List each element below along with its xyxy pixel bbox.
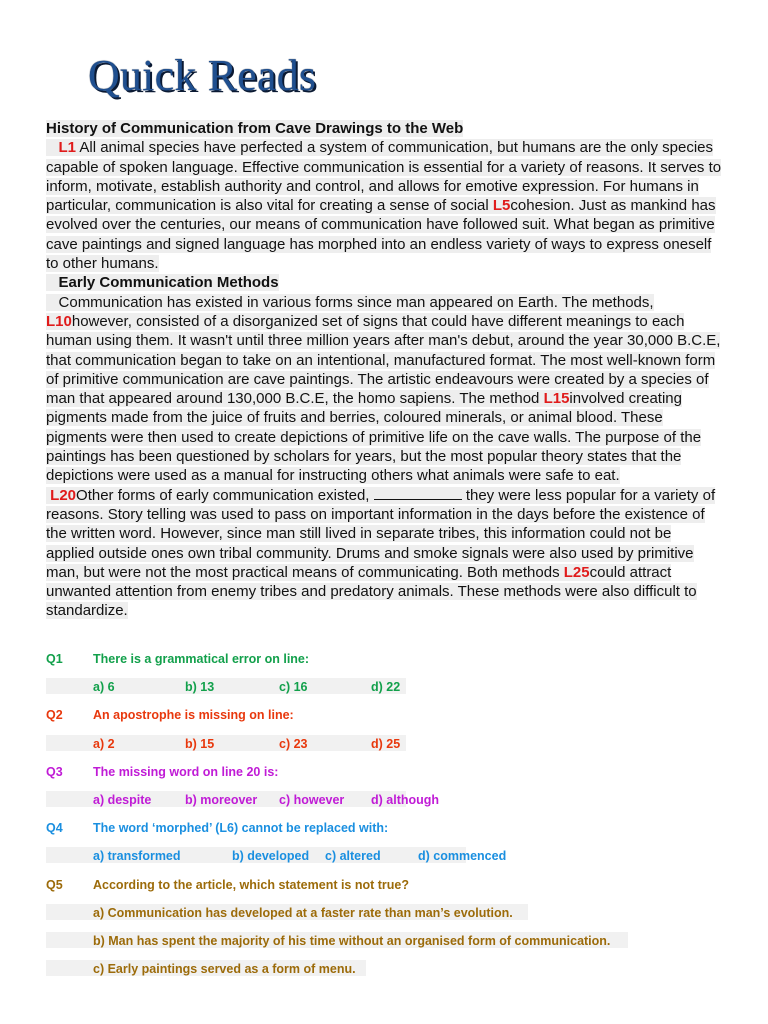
paragraph-text: they were less popular for a variety of reasons. Story telling was used to pass on important information in the days before the existence of the written word. However, since man still lived in separate tribes, this information could not be applied outside ones own tribal community. Drums and smoke signals were also used by primitive man, but were not the most practical means of communicating. Both methods bbox=[46, 486, 716, 581]
options-row bbox=[46, 960, 746, 988]
paragraph-3 bbox=[46, 486, 722, 621]
line-marker-l20: L20 bbox=[50, 486, 77, 504]
article-heading: History of Communication from Cave Drawings to the Web bbox=[46, 120, 464, 137]
question-text: An apostrophe is missing on line: bbox=[93, 708, 294, 723]
option-d[interactable]: d) commenced bbox=[418, 849, 507, 864]
paragraph-2 bbox=[46, 293, 722, 486]
paragraph-text: however, consisted of a disorganized set of signs that could have different meanings to each human using them. It wasn't until three million years after man's debut, around the year 30,000 B.C.E, that communication began to take on an intentional, manufactured format. The most well-known form of primitive communication are cave paintings. The artistic endeavours were created by a species of man that appeared around 130,000 B.C.E, the homo sapiens. The method bbox=[46, 312, 721, 408]
paragraph-1 bbox=[46, 138, 722, 273]
options-row bbox=[46, 932, 746, 960]
option-c[interactable]: c) 23 bbox=[279, 736, 308, 751]
article bbox=[46, 119, 722, 621]
options-row bbox=[46, 904, 746, 932]
option-c[interactable]: c) altered bbox=[325, 849, 381, 864]
option-d[interactable]: d) although bbox=[371, 792, 440, 807]
line-marker-l1: L1 bbox=[58, 139, 77, 157]
questions-section bbox=[46, 650, 746, 988]
question-number: Q1 bbox=[46, 652, 63, 666]
line-marker-l5: L5 bbox=[492, 197, 511, 215]
line-marker-l10: L10 bbox=[46, 312, 72, 330]
question-text: The missing word on line 20 is: bbox=[93, 764, 279, 779]
question-number: Q4 bbox=[46, 821, 63, 836]
options-row bbox=[46, 735, 746, 763]
paragraph-text: Other forms of early communication existed, bbox=[76, 486, 374, 504]
options-row bbox=[46, 791, 746, 819]
paragraph-text: involved creating pigments made from the juice of fruits and berries, coloured minerals, or animal blood. These pigments were then used to create depictions of primitive life on the cave walls. The purpose of the paintings has been questioned by scholars for years, but the most popular theory states that the depictions were used as a manual for instructing others what animals were safe to eat. bbox=[46, 390, 702, 485]
article-subheading: Early Communication Methods bbox=[46, 273, 722, 292]
options-row bbox=[46, 847, 746, 875]
question-number: Q2 bbox=[46, 708, 63, 723]
question-row bbox=[46, 876, 746, 904]
missing-word-blank bbox=[374, 487, 462, 500]
option-d[interactable]: d) 22 bbox=[371, 680, 401, 695]
question-text: The word ‘morphed’ (L6) cannot be replaced with: bbox=[93, 821, 389, 836]
option-b[interactable]: b) Man has spent the majority of his time without an organised form of communication. bbox=[93, 933, 611, 948]
paragraph-text: Communication has existed in various forms since man appeared on Earth. The methods, bbox=[58, 293, 654, 311]
question-row bbox=[46, 763, 746, 791]
question-number: Q3 bbox=[46, 764, 63, 779]
option-c[interactable]: c) 16 bbox=[279, 680, 308, 695]
option-b[interactable]: b) developed bbox=[232, 849, 310, 864]
question-row bbox=[46, 650, 746, 678]
option-c[interactable]: c) Early paintings served as a form of menu. bbox=[93, 962, 356, 977]
option-b[interactable]: b) moreover bbox=[185, 792, 258, 807]
option-d[interactable]: d) 25 bbox=[371, 736, 401, 751]
option-a[interactable]: a) Communication has developed at a faster rate than man’s evolution. bbox=[93, 905, 513, 920]
paragraph-text: cohesion. Just as mankind has evolved over the centuries, our means of communication have followed suit. What began as primitive cave paintings and signed language has morphed into an endless variety of ways to express oneself to other humans. bbox=[46, 197, 716, 273]
option-a[interactable]: a) transformed bbox=[93, 849, 181, 864]
option-c[interactable]: c) however bbox=[279, 792, 345, 807]
paragraph-text: could attract unwanted attention from enemy tribes and predatory animals. These methods were also difficult to standardize. bbox=[46, 563, 697, 620]
line-marker-l25: L25 bbox=[563, 563, 590, 581]
question-text: There is a grammatical error on line: bbox=[93, 652, 310, 666]
question-text: According to the article, which statement is not true? bbox=[93, 877, 410, 892]
paragraph-text: All animal species have perfected a system of communication, but humans are the only species capable of spoken language. Effective communication is essential for a variety of reasons. It serves to inform, motivate, establish authority and control, and allows for emotive expression. For humans in particular, communication is also vital for creating a sense of social bbox=[46, 139, 722, 215]
option-a[interactable]: a) 2 bbox=[93, 736, 115, 751]
options-row bbox=[46, 678, 746, 706]
option-b[interactable]: b) 13 bbox=[185, 680, 215, 695]
question-number: Q5 bbox=[46, 877, 63, 892]
line-marker-l15: L15 bbox=[543, 390, 570, 408]
option-a[interactable]: a) despite bbox=[93, 792, 152, 807]
page-title: Quick Reads bbox=[88, 51, 317, 100]
question-row bbox=[46, 819, 746, 847]
option-a[interactable]: a) 6 bbox=[93, 680, 115, 695]
question-row bbox=[46, 706, 746, 734]
option-b[interactable]: b) 15 bbox=[185, 736, 215, 751]
